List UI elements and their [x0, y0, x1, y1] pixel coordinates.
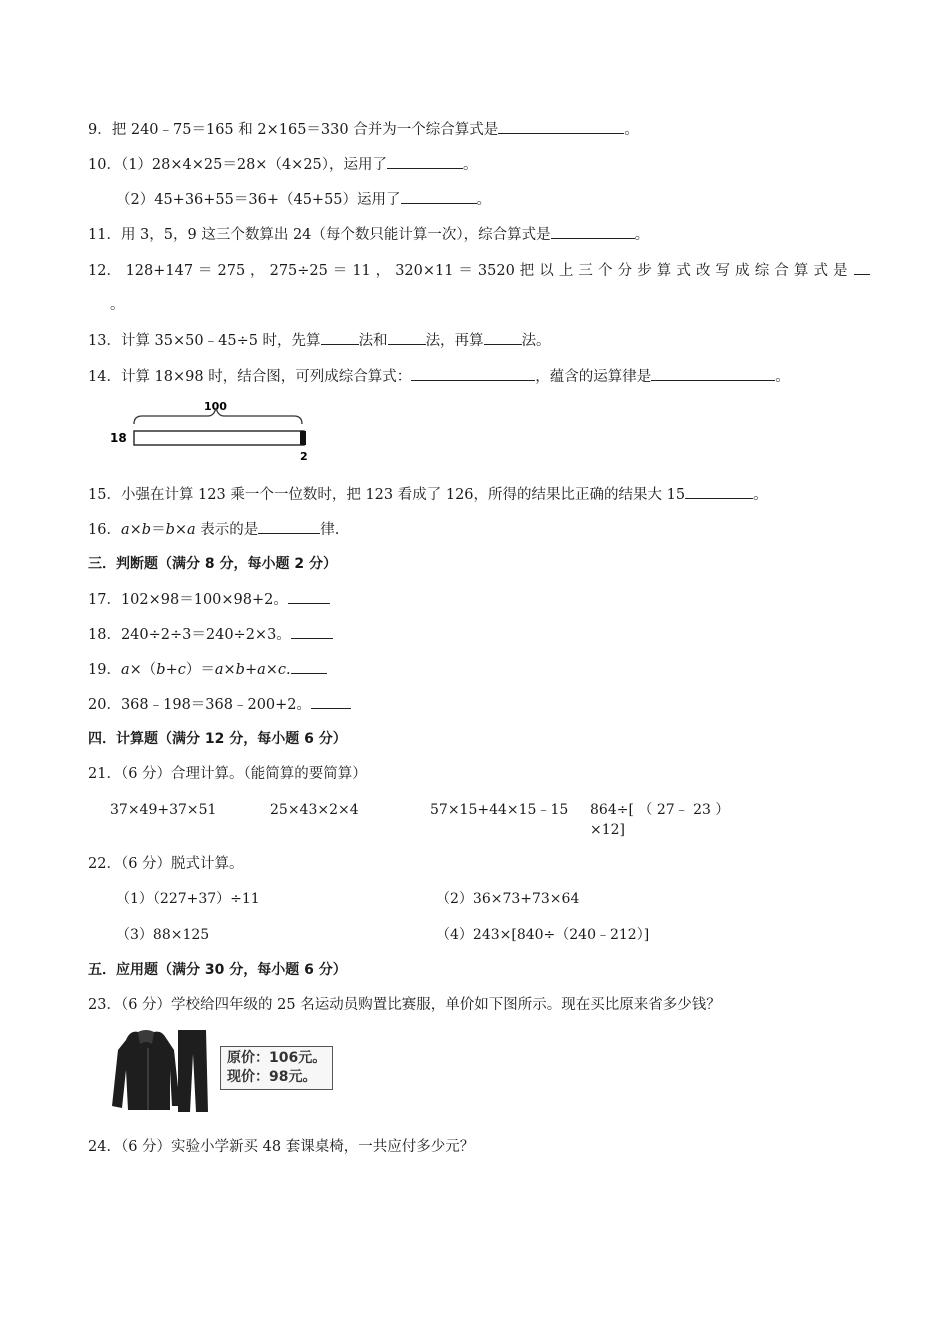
question-text: 法。 [521, 333, 551, 349]
question-text: ，蕴含的运算律是 [535, 369, 652, 385]
answer-blank[interactable] [551, 224, 635, 239]
expression: 25×43×2×4 [270, 802, 359, 818]
question-number: 14． [88, 369, 121, 385]
answer-blank[interactable] [854, 260, 870, 275]
op: ＝ [151, 522, 166, 538]
expression: 57×15+44×15﹣15 [430, 802, 569, 818]
answer-blank[interactable] [498, 119, 624, 134]
bar-diagram-figure [108, 398, 318, 464]
answer-blank[interactable] [651, 366, 775, 381]
question-text: 用 3，5，9 这三个数算出 24（每个数只能计算一次），综合算式是 [120, 227, 551, 243]
answer-blank[interactable] [685, 484, 753, 499]
punctuation: 。 [624, 122, 639, 138]
bar-height-label: 18 [110, 431, 127, 445]
question-number: 20． [88, 697, 121, 713]
answer-blank[interactable] [321, 330, 359, 345]
question-text: 计算 18×98 时，结合图，可列成综合算式： [120, 369, 412, 385]
question-text: 128+147 ＝ 275 ， 275÷25 ＝ 11 ， 320×11 ＝ 3520 把 以 上 三 个 分 步 算 式 改 写 成 综 合 算 式 是 [125, 263, 848, 279]
question-number: 9． [88, 122, 112, 138]
question-text: 表示的是 [195, 522, 259, 538]
punctuation: 。 [110, 297, 125, 313]
answer-blank[interactable] [411, 366, 535, 381]
expression: ×12] [590, 822, 626, 838]
op: . [286, 662, 291, 678]
question-text: 小强在计算 123 乘一个一位数时，把 123 看成了 126，所得的结果比正确的结果大 15 [120, 487, 686, 503]
question-text: （6 分）合理计算。（能简算的要简算） [120, 766, 367, 782]
var: b [141, 522, 152, 538]
var: a [257, 662, 266, 678]
question-12 [88, 260, 870, 281]
question-text: （6 分）实验小学新买 48 套课桌椅，一共应付多少元？ [120, 1139, 475, 1155]
var: a [214, 662, 224, 678]
question-number: 17． [88, 592, 121, 608]
pants-icon [178, 1030, 208, 1112]
question-text: （6 分）脱式计算。 [120, 856, 244, 872]
op: ×（ [129, 662, 157, 678]
question-number: 12． [88, 263, 121, 279]
original-price: 原价：106元。 [227, 1050, 327, 1066]
op: ）＝ [185, 662, 215, 678]
answer-blank[interactable] [291, 659, 327, 674]
question-number: 23． [88, 997, 121, 1013]
question-text: 102×98＝100×98+2。 [120, 592, 288, 608]
question-text: 法和 [358, 333, 388, 349]
op: + [165, 662, 178, 678]
op: × [129, 522, 142, 538]
brace-label: 100 [204, 400, 227, 413]
punctuation: 。 [634, 227, 650, 243]
var: c [277, 662, 287, 678]
question-21 [88, 764, 367, 784]
expression: （3）88×125 [116, 927, 210, 943]
punctuation: 。 [463, 157, 478, 173]
section-heading-4: 四．计算题（满分 12 分，每小题 6 分） [88, 731, 347, 747]
var: b [156, 662, 166, 678]
question-15 [88, 484, 768, 505]
answer-blank[interactable] [401, 189, 477, 204]
question-20 [88, 694, 351, 715]
question-10-part-1 [88, 154, 478, 175]
punctuation: 。 [476, 192, 492, 208]
question-number: 15． [88, 487, 121, 503]
question-19 [88, 659, 327, 680]
question-text: （6 分）学校给四年级的 25 名运动员购置比赛服，单价如下图所示。现在买比原来省多少钱？ [120, 997, 721, 1013]
var: b [165, 522, 175, 538]
question-text: 368﹣198＝368﹣200+2。 [120, 697, 312, 713]
question-13 [88, 330, 551, 351]
question-number: 13． [88, 333, 121, 349]
answer-blank[interactable] [387, 154, 463, 169]
question-text: 计算 35×50﹣45÷5 时，先算 [120, 333, 321, 349]
var: a [187, 522, 196, 538]
answer-blank[interactable] [484, 330, 522, 345]
answer-blank[interactable] [258, 519, 320, 534]
expression: （1）（227+37）÷11 [116, 891, 260, 907]
question-11 [88, 224, 649, 245]
op: × [223, 662, 236, 678]
op: × [265, 662, 278, 678]
question-23 [88, 995, 721, 1015]
bar-end-segment [300, 431, 306, 445]
question-text: （1）28×4×25＝28×（4×25），运用了 [120, 157, 388, 173]
answer-blank[interactable] [288, 589, 330, 604]
var: a [120, 522, 130, 538]
question-18 [88, 624, 333, 645]
current-price: 现价：98元。 [227, 1069, 317, 1085]
question-number: 19． [88, 662, 121, 678]
price-box [220, 1046, 333, 1090]
question-number: 18． [88, 627, 121, 643]
punctuation: 。 [775, 369, 790, 385]
expression: 864÷[ （ 27﹣ 23 ） [590, 802, 730, 818]
question-number: 22． [88, 856, 121, 872]
section-heading-3: 三．判断题（满分 8 分，每小题 2 分） [88, 556, 337, 572]
expression: （2）36×73+73×64 [436, 891, 580, 907]
var: a [120, 662, 130, 678]
sportswear-image [108, 1026, 212, 1114]
question-number: 16． [88, 522, 121, 538]
question-text: 法，再算 [425, 333, 484, 349]
expression: 37×49+37×51 [110, 802, 217, 818]
expression: （4）243×[840÷（240﹣212）] [436, 927, 650, 943]
question-number: 11． [88, 227, 121, 243]
answer-blank[interactable] [291, 624, 333, 639]
question-10-part-2 [116, 189, 491, 210]
var: c [177, 662, 186, 678]
question-number: 24． [88, 1139, 121, 1155]
question-24 [88, 1137, 474, 1157]
question-22 [88, 854, 244, 874]
bar-rectangle [134, 431, 304, 445]
question-number: 10． [88, 157, 121, 173]
question-9 [88, 119, 639, 140]
question-text: 把 240﹣75＝165 和 2×165＝330 合并为一个综合算式是 [111, 122, 499, 138]
question-17 [88, 589, 330, 610]
answer-blank[interactable] [311, 694, 351, 709]
hood-shape [138, 1030, 154, 1044]
question-14 [88, 366, 790, 387]
op: × [174, 522, 188, 538]
var: b [235, 662, 245, 678]
question-text: （2）45+36+55＝36+（45+55）运用了 [116, 192, 401, 208]
answer-blank[interactable] [388, 330, 426, 345]
question-number: 21． [88, 766, 121, 782]
jacket-icon [112, 1032, 180, 1110]
question-text: 240÷2÷3＝240÷2×3。 [120, 627, 291, 643]
segment-label: 2 [300, 450, 308, 463]
punctuation: 。 [753, 487, 768, 503]
question-16 [88, 519, 339, 540]
question-text: 律. [320, 522, 340, 538]
op: + [244, 662, 258, 678]
section-heading-5: 五．应用题（满分 30 分，每小题 6 分） [88, 962, 347, 978]
